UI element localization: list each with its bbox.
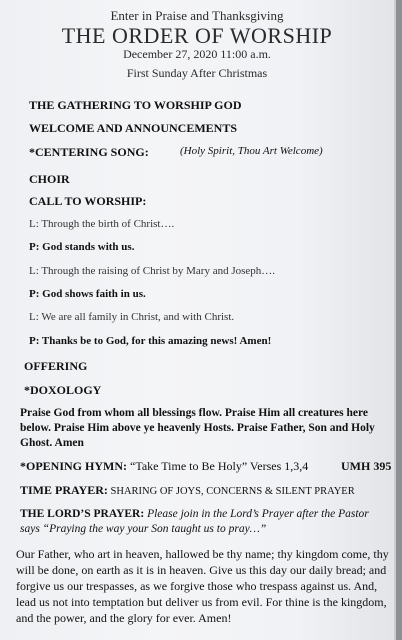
time-prayer-label: TIME PRAYER: — [20, 483, 108, 497]
lords-prayer-text: Our Father, who art in heaven, hallowed be thy name; thy kingdom come, thy will be done, on earth as it is in heaven. Give us this day our daily bread; and forgive us our trespasses, as we forgive those who trespass against us. And, lead us not into temptation but deliver us from evil. For thine is the kingdom, and the power, and the glory for ever. Amen! — [16, 547, 389, 625]
lords-prayer-instruction: Please join in the Lord’s Prayer after the Pastor says “Praying the way your Son taught us to pray…” — [20, 508, 369, 535]
choir-heading: CHOIR — [29, 172, 70, 186]
gathering-heading: THE GATHERING TO WORSHIP GOD — [29, 98, 242, 112]
opening-hymn-title: “Take Time to Be Holy” Verses 1,3,4 — [127, 459, 309, 473]
doxology-heading: *DOXOLOGY — [24, 383, 102, 397]
time-prayer-text: SHARING OF JOYS, CONCERNS & SILENT PRAYER — [107, 486, 355, 497]
service-date: December 27, 2020 11:00 a.m. — [123, 47, 271, 61]
call-line-1: L: Through the birth of Christ…. — [29, 218, 175, 230]
time-prayer-row — [20, 483, 402, 498]
opening-hymn-label: *OPENING HYMN: — [20, 459, 127, 473]
sunday-name: First Sunday After Christmas — [126, 66, 268, 80]
lords-prayer-intro — [20, 507, 388, 537]
centering-song-label: *CENTERING SONG: — [29, 145, 149, 159]
centering-song-row — [29, 145, 402, 160]
opening-hymn-row — [20, 459, 402, 474]
lords-prayer-label: THE LORD’S PRAYER: — [20, 508, 145, 520]
hymn-number: UMH 395 — [341, 459, 392, 473]
centering-song-title: (Holy Spirit, Thou Art Welcome) — [180, 145, 323, 157]
call-line-4: P: God shows faith in us. — [29, 288, 146, 300]
call-line-5: L: We are all family in Christ, and with Christ. — [29, 311, 235, 323]
header-subtitle: Enter in Praise and Thanksgiving — [110, 8, 284, 23]
doxology-text: Praise God from whom all blessings flow. Praise Him all creatures here below. Praise Him above ye heavenly Hosts. Praise Father, Son and Holy Ghost. Amen — [20, 407, 375, 449]
call-line-2: P: God stands with us. — [29, 241, 135, 253]
welcome-heading: WELCOME AND ANNOUNCEMENTS — [29, 121, 238, 135]
page-title: THE ORDER OF WORSHIP — [61, 23, 333, 48]
call-to-worship-heading: CALL TO WORSHIP: — [29, 194, 147, 208]
call-line-6: P: Thanks be to God, for this amazing news! Amen! — [29, 335, 272, 347]
offering-heading: OFFERING — [24, 359, 88, 373]
call-line-3: L: Through the raising of Christ by Mary and Joseph…. — [29, 265, 276, 277]
